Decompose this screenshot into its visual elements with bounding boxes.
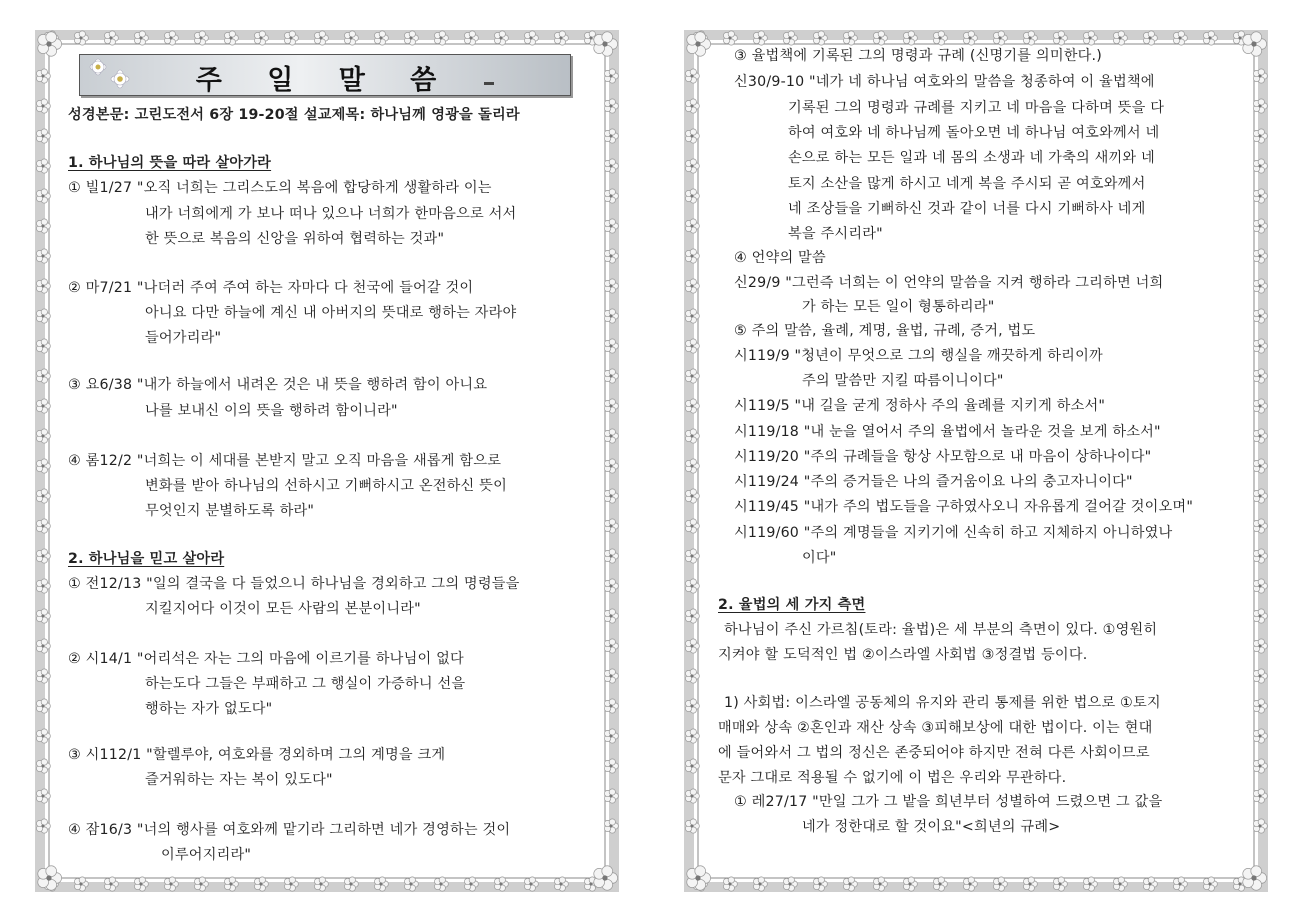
sermon-subheader: 성경본문: 고린도전서 6장 19-20절 설교제목: 하나님께 영광을 돌리라 <box>68 107 520 123</box>
verse-line: ① 레27/17 "만일 그가 그 밭을 희년부터 성별하여 드렸으면 그 값을 <box>734 794 1163 810</box>
section-heading: 2. 하나님을 믿고 살아라 <box>68 551 225 567</box>
verse-line: 네 조상들을 기뻐하신 것과 같이 너를 다시 기뻐하사 네게 <box>788 201 1146 217</box>
section-heading: 1. 하나님의 뜻을 따라 살아가라 <box>68 155 272 171</box>
verse-line: ③ 시112/1 "할렐루야, 여호와를 경외하며 그의 계명을 크게 <box>68 747 446 763</box>
verse-line: 토지 소산을 많게 하시고 네게 복을 주시되 곧 여호와께서 <box>788 176 1146 192</box>
paragraph-line: 하나님이 주신 가르침(토라: 율법)은 세 부분의 측면이 있다. ①영원히 <box>724 622 1158 638</box>
paragraph-line: 지켜야 할 도덕적인 법 ②이스라엘 사회법 ③정결법 등이다. <box>718 647 1088 663</box>
section-heading: 2. 율법의 세 가지 측면 <box>718 597 866 613</box>
verse-line: 무엇인지 분별하도록 하라" <box>145 503 315 519</box>
verse-line: 복을 주시리라" <box>788 226 883 242</box>
verse-line: ④ 언약의 말씀 <box>734 250 826 266</box>
verse-line: 변화를 받아 하나님의 선하시고 기뻐하시고 온전하신 뜻이 <box>145 478 507 494</box>
verse-line: 신30/9-10 "네가 네 하나님 여호와의 말씀을 청종하여 이 율법책에 <box>734 74 1155 90</box>
verse-line: ④ 잠16/3 "너의 행사를 여호와께 맡기라 그리하면 네가 경영하는 것이 <box>68 822 511 838</box>
left-page-content <box>35 30 619 892</box>
verse-line: 이다" <box>802 550 837 566</box>
verse-line: 즐거워하는 자는 복이 있도다" <box>145 772 333 788</box>
verse-line: ① 전12/13 "일의 결국을 다 들었으니 하나님을 경외하고 그의 명령들을 <box>68 576 520 592</box>
paragraph-line: 1) 사회법: 이스라엘 공동체의 유지와 관리 통제를 위한 법으로 ①토지 <box>724 695 1161 711</box>
verse-line: 지킬지어다 이것이 모든 사람의 본분이니라" <box>145 601 421 617</box>
right-page-content <box>684 30 1268 892</box>
verse-line: 나를 보내신 이의 뜻을 행하려 함이니라" <box>145 403 398 419</box>
verse-line: 네가 정한대로 할 것이요"<희년의 규례> <box>802 819 1061 835</box>
verse-line: 시119/45 "내가 주의 법도들을 구하였사오니 자유롭게 걸어갈 것이오며" <box>734 499 1194 515</box>
right-page <box>684 30 1268 892</box>
verse-line: 내가 너희에게 가 보나 떠나 있으나 너희가 한마음으로 서서 <box>145 206 517 222</box>
verse-line: ① 빌1/27 "오직 너희는 그리스도의 복음에 합당하게 생활하라 이는 <box>68 180 492 196</box>
verse-line: 하는도다 그들은 부패하고 그 행실이 가증하니 선을 <box>145 676 466 692</box>
verse-line: 시119/20 "주의 규례들을 항상 사모함으로 내 마음이 상하나이다" <box>734 449 1152 465</box>
title-banner <box>79 54 571 96</box>
verse-line: 가 하는 모든 일이 형통하리라" <box>802 299 995 315</box>
verse-line: 시119/18 "내 눈을 열어서 주의 율법에서 놀라운 것을 보게 하소서" <box>734 424 1161 440</box>
verse-line: ② 시14/1 "어리석은 자는 그의 마음에 이르기를 하나님이 없다 <box>68 651 464 667</box>
left-page <box>35 30 619 892</box>
verse-line: ④ 롬12/2 "너희는 이 세대를 본받지 말고 오직 마음을 새롭게 함으로 <box>68 453 502 469</box>
verse-line: 시119/9 "청년이 무엇으로 그의 행실을 깨끗하게 하리이까 <box>734 348 1103 364</box>
verse-line: 시119/60 "주의 계명들을 지키기에 신속히 하고 지체하지 아니하였나 <box>734 525 1173 541</box>
verse-line: ⑤ 주의 말씀, 율례, 계명, 율법, 규례, 증거, 법도 <box>734 323 1036 339</box>
paragraph-line: 에 들어와서 그 법의 정신은 존중되어야 하지만 전혀 다른 사회이므로 <box>718 745 1150 761</box>
verse-line: 들어가리라" <box>145 330 222 346</box>
verse-line: 이루어지리라" <box>161 847 252 863</box>
verse-line: 행하는 자가 없도다" <box>145 701 273 717</box>
paragraph-line: 문자 그대로 적용될 수 없기에 이 법은 우리와 무관하다. <box>718 770 1067 786</box>
banner-dash-mark <box>484 82 494 85</box>
verse-line: 손으로 하는 모든 일과 네 몸의 소생과 네 가축의 새끼와 네 <box>788 150 1155 166</box>
page-title: 주 일 말 씀 <box>195 65 455 96</box>
verse-line: 시119/24 "주의 증거들은 나의 즐거움이요 나의 충고자니이다" <box>734 474 1133 490</box>
paragraph-line: 매매와 상속 ②혼인과 재산 상속 ③피해보상에 대한 법이다. 이는 현대 <box>718 720 1153 736</box>
verse-line: 아니요 다만 하늘에 계신 내 아버지의 뜻대로 행하는 자라야 <box>145 305 517 321</box>
verse-line: 신29/9 "그런즉 너희는 이 언약의 말씀을 지켜 행하라 그리하면 너희 <box>734 275 1164 291</box>
verse-line: ③ 율법책에 기록된 그의 명령과 규례 (신명기를 의미한다.) <box>734 48 1102 64</box>
verse-line: 시119/5 "내 길을 굳게 정하사 주의 율례를 지키게 하소서" <box>734 398 1106 414</box>
verse-line: 한 뜻으로 복음의 신앙을 위하여 협력하는 것과" <box>145 231 445 247</box>
verse-line: 주의 말씀만 지킬 따름이니이다" <box>802 373 1004 389</box>
verse-line: 하여 여호와 네 하나님께 돌아오면 네 하나님 여호와께서 네 <box>788 125 1160 141</box>
verse-line: 기록된 그의 명령과 규례를 지키고 네 마음을 다하며 뜻을 다 <box>788 100 1165 116</box>
verse-line: ② 마7/21 "나더러 주여 주여 하는 자마다 다 천국에 들어갈 것이 <box>68 280 474 296</box>
verse-line: ③ 요6/38 "내가 하늘에서 내려온 것은 내 뜻을 행하려 함이 아니요 <box>68 377 488 393</box>
